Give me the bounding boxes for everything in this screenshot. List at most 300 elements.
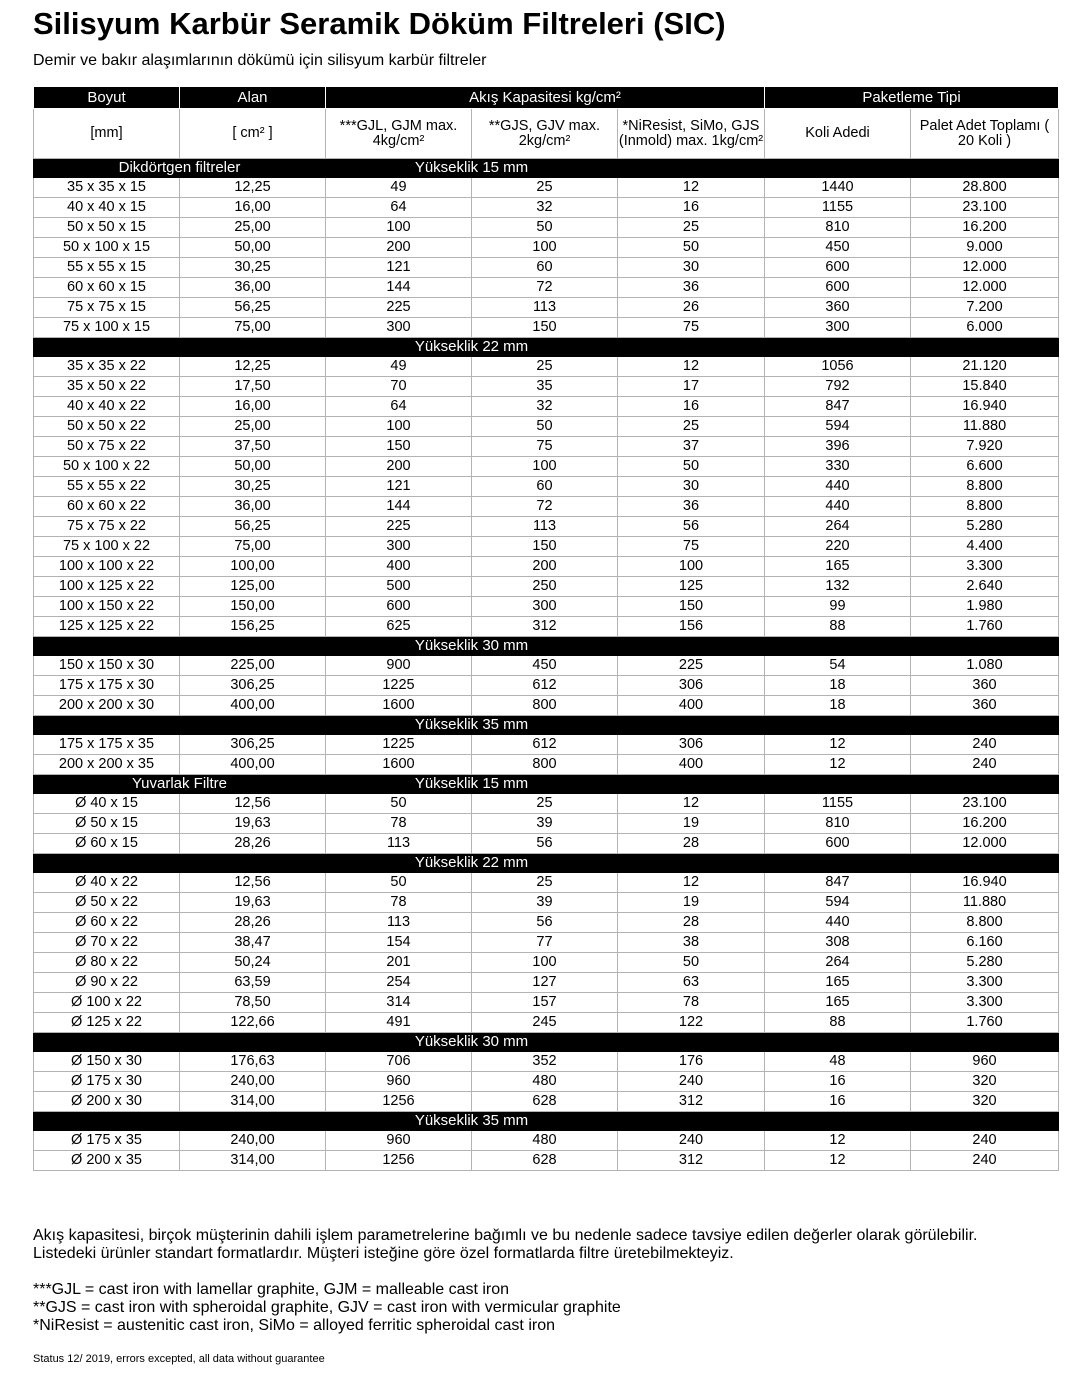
table-cell: 1225 — [326, 676, 472, 696]
table-cell: Ø 90 x 22 — [34, 973, 180, 993]
table-cell: 440 — [765, 477, 911, 497]
table-cell: 64 — [326, 198, 472, 218]
table-cell: 12.000 — [911, 278, 1059, 298]
table-cell: 50,24 — [180, 953, 326, 973]
table-row — [34, 238, 1059, 258]
table-cell: 960 — [326, 1072, 472, 1092]
table-cell: 19 — [618, 893, 765, 913]
table-cell: 15.840 — [911, 377, 1059, 397]
table-cell: 16.200 — [911, 814, 1059, 834]
table-cell: 12 — [765, 1151, 911, 1171]
table-cell: 12.000 — [911, 834, 1059, 854]
table-cell: 11.880 — [911, 893, 1059, 913]
table-cell: 56,25 — [180, 517, 326, 537]
table-cell: Ø 40 x 22 — [34, 873, 180, 893]
table-cell: 121 — [326, 258, 472, 278]
table-cell: 16 — [618, 198, 765, 218]
table-cell: Ø 50 x 15 — [34, 814, 180, 834]
table-cell: 37,50 — [180, 437, 326, 457]
table-cell: 32 — [472, 198, 618, 218]
table-cell: 7.200 — [911, 298, 1059, 318]
table-cell: 960 — [326, 1131, 472, 1151]
section-group-label — [34, 338, 326, 357]
table-cell: 78 — [618, 993, 765, 1013]
table-cell: 360 — [765, 298, 911, 318]
table-cell: 54 — [765, 656, 911, 676]
table-cell: 960 — [911, 1052, 1059, 1072]
table-cell: 55 x 55 x 22 — [34, 477, 180, 497]
section-group-label: Yuvarlak Filtre — [34, 775, 326, 794]
table-cell: 28,26 — [180, 913, 326, 933]
table-cell: 25 — [472, 873, 618, 893]
table-cell: 75 — [618, 318, 765, 338]
table-row — [34, 1131, 1059, 1151]
table-cell: Ø 60 x 15 — [34, 834, 180, 854]
table-cell: 200 — [326, 457, 472, 477]
table-cell: 17 — [618, 377, 765, 397]
table-cell: 70 — [326, 377, 472, 397]
table-cell: 113 — [472, 298, 618, 318]
section-header-row — [34, 1033, 1059, 1052]
table-cell: 35 x 35 x 15 — [34, 178, 180, 198]
header-row-2 — [34, 109, 1059, 159]
table-cell: 9.000 — [911, 238, 1059, 258]
table-cell: 50 — [326, 873, 472, 893]
table-cell: 40 x 40 x 22 — [34, 397, 180, 417]
table-cell: 612 — [472, 735, 618, 755]
table-cell: 1056 — [765, 357, 911, 377]
table-cell: 440 — [765, 497, 911, 517]
table-cell: 100 x 125 x 22 — [34, 577, 180, 597]
section-height-label: Yükseklik 35 mm — [326, 716, 618, 735]
section-height-label: Yükseklik 30 mm — [326, 1033, 618, 1052]
table-cell: 240 — [911, 735, 1059, 755]
table-cell: 240 — [911, 1151, 1059, 1171]
table-cell: 28 — [618, 913, 765, 933]
table-cell: Ø 50 x 22 — [34, 893, 180, 913]
note-line: Akış kapasitesi, birçok müşterinin dahili işlem parametrelerine bağımlı ve bu nedenle sadece tavsiye edilen değerler olarak görülebilir. — [33, 1227, 978, 1244]
table-cell: 132 — [765, 577, 911, 597]
section-header-row — [34, 637, 1059, 656]
table-cell: 38,47 — [180, 933, 326, 953]
table-cell: Ø 70 x 22 — [34, 933, 180, 953]
table-cell: 56 — [472, 913, 618, 933]
table-cell: 25 — [618, 218, 765, 238]
table-cell: 12,25 — [180, 357, 326, 377]
table-cell: 154 — [326, 933, 472, 953]
table-row — [34, 477, 1059, 497]
table-cell: 78 — [326, 814, 472, 834]
table-cell: 63 — [618, 973, 765, 993]
table-cell: 600 — [765, 278, 911, 298]
table-cell: 25,00 — [180, 417, 326, 437]
table-cell: 17,50 — [180, 377, 326, 397]
table-cell: 12 — [618, 178, 765, 198]
table-cell: 150 — [472, 318, 618, 338]
table-cell: 200 — [472, 557, 618, 577]
table-cell: 314,00 — [180, 1151, 326, 1171]
table-cell: 75 — [618, 537, 765, 557]
table-row — [34, 1052, 1059, 1072]
table-cell: 75,00 — [180, 318, 326, 338]
table-cell: 594 — [765, 417, 911, 437]
section-height-label: Yükseklik 22 mm — [326, 338, 618, 357]
table-row — [34, 656, 1059, 676]
table-cell: 121 — [326, 477, 472, 497]
table-row — [34, 178, 1059, 198]
table-cell: 150 — [472, 537, 618, 557]
table-cell: 6.600 — [911, 457, 1059, 477]
table-row — [34, 298, 1059, 318]
section-group-label: Dikdörtgen filtreler — [34, 159, 326, 178]
table-row — [34, 913, 1059, 933]
table-row — [34, 893, 1059, 913]
table-cell: 306 — [618, 676, 765, 696]
table-cell: 175 x 175 x 35 — [34, 735, 180, 755]
table-cell: Ø 200 x 30 — [34, 1092, 180, 1112]
table-cell: 5.280 — [911, 517, 1059, 537]
table-cell: 125 x 125 x 22 — [34, 617, 180, 637]
table-cell: 99 — [765, 597, 911, 617]
table-row — [34, 735, 1059, 755]
table-row — [34, 397, 1059, 417]
table-cell: Ø 175 x 35 — [34, 1131, 180, 1151]
table-cell: 165 — [765, 557, 911, 577]
table-cell: 37 — [618, 437, 765, 457]
table-cell: 1600 — [326, 755, 472, 775]
table-cell: 225,00 — [180, 656, 326, 676]
table-cell: 25 — [472, 794, 618, 814]
table-cell: 240,00 — [180, 1131, 326, 1151]
page-title: Silisyum Karbür Seramik Döküm Filtreleri (SIC) — [33, 6, 726, 41]
table-cell: 19,63 — [180, 814, 326, 834]
table-cell: 35 x 50 x 22 — [34, 377, 180, 397]
status-note: Status 12/ 2019, errors excepted, all data without guarantee — [33, 1353, 325, 1365]
table-cell: 200 x 200 x 30 — [34, 696, 180, 716]
table-cell: 306,25 — [180, 735, 326, 755]
table-cell: 240 — [618, 1131, 765, 1151]
table-row — [34, 933, 1059, 953]
table-cell: 36 — [618, 278, 765, 298]
table-cell: 12 — [618, 873, 765, 893]
table-cell: 100 — [472, 457, 618, 477]
section-height-label: Yükseklik 15 mm — [326, 775, 618, 794]
table-cell: 2.640 — [911, 577, 1059, 597]
table-cell: 50,00 — [180, 457, 326, 477]
table-cell: 800 — [472, 755, 618, 775]
section-filler — [618, 1033, 1059, 1052]
table-cell: 150 x 150 x 30 — [34, 656, 180, 676]
table-cell: 5.280 — [911, 953, 1059, 973]
table-cell: 50 — [472, 218, 618, 238]
table-cell: 19 — [618, 814, 765, 834]
table-cell: 1256 — [326, 1151, 472, 1171]
table-cell: 26 — [618, 298, 765, 318]
table-cell: 312 — [618, 1151, 765, 1171]
table-cell: 35 — [472, 377, 618, 397]
section-header-row — [34, 716, 1059, 735]
table-cell: 75 x 100 x 15 — [34, 318, 180, 338]
table-cell: 113 — [326, 834, 472, 854]
table-cell: 56 — [472, 834, 618, 854]
table-cell: 50 — [618, 457, 765, 477]
table-cell: 77 — [472, 933, 618, 953]
table-cell: Ø 125 x 22 — [34, 1013, 180, 1033]
table-cell: 450 — [765, 238, 911, 258]
table-cell: 75,00 — [180, 537, 326, 557]
table-cell: 36,00 — [180, 497, 326, 517]
table-cell: 1256 — [326, 1092, 472, 1112]
table-cell: 165 — [765, 973, 911, 993]
table-cell: 39 — [472, 814, 618, 834]
table-cell: 23.100 — [911, 794, 1059, 814]
table-cell: 3.300 — [911, 557, 1059, 577]
table-cell: 28.800 — [911, 178, 1059, 198]
table-cell: 25,00 — [180, 218, 326, 238]
table-cell: 12 — [618, 357, 765, 377]
table-cell: 440 — [765, 913, 911, 933]
header-pallet-total: Palet Adet Toplamı ( 20 Koli ) — [911, 109, 1059, 159]
table-cell: 49 — [326, 357, 472, 377]
table-cell: 30,25 — [180, 477, 326, 497]
table-cell: 792 — [765, 377, 911, 397]
table-cell: 88 — [765, 617, 911, 637]
table-cell: 40 x 40 x 15 — [34, 198, 180, 218]
table-cell: 8.800 — [911, 477, 1059, 497]
table-cell: 200 x 200 x 35 — [34, 755, 180, 775]
table-row — [34, 814, 1059, 834]
table-cell: 1.760 — [911, 1013, 1059, 1033]
table-row — [34, 537, 1059, 557]
table-cell: 320 — [911, 1072, 1059, 1092]
table-row — [34, 437, 1059, 457]
table-cell: 50 — [618, 238, 765, 258]
table-cell: 625 — [326, 617, 472, 637]
table-cell: 100,00 — [180, 557, 326, 577]
table-cell: 127 — [472, 973, 618, 993]
table-cell: 100 — [326, 417, 472, 437]
table-row — [34, 258, 1059, 278]
table-cell: 491 — [326, 1013, 472, 1033]
table-cell: 240 — [618, 1072, 765, 1092]
table-cell: Ø 150 x 30 — [34, 1052, 180, 1072]
table-cell: 594 — [765, 893, 911, 913]
table-row — [34, 377, 1059, 397]
table-cell: Ø 40 x 15 — [34, 794, 180, 814]
table-cell: 55 x 55 x 15 — [34, 258, 180, 278]
table-cell: 1.080 — [911, 656, 1059, 676]
table-cell: 200 — [326, 238, 472, 258]
table-row — [34, 1072, 1059, 1092]
table-cell: 500 — [326, 577, 472, 597]
table-cell: Ø 200 x 35 — [34, 1151, 180, 1171]
table-cell: 264 — [765, 517, 911, 537]
table-cell: 48 — [765, 1052, 911, 1072]
table-cell: 19,63 — [180, 893, 326, 913]
table-cell: 800 — [472, 696, 618, 716]
table-cell: 6.160 — [911, 933, 1059, 953]
table-cell: 75 x 75 x 15 — [34, 298, 180, 318]
notes — [33, 1227, 1063, 1335]
table-cell: 100 — [618, 557, 765, 577]
table-row — [34, 993, 1059, 1013]
header-row-1 — [34, 87, 1059, 109]
table-cell: 480 — [472, 1131, 618, 1151]
table-row — [34, 497, 1059, 517]
table-row — [34, 577, 1059, 597]
table-cell: 122,66 — [180, 1013, 326, 1033]
table-cell: 18 — [765, 676, 911, 696]
table-cell: 4.400 — [911, 537, 1059, 557]
section-group-label — [34, 716, 326, 735]
table-cell: 38 — [618, 933, 765, 953]
table-cell: 7.920 — [911, 437, 1059, 457]
table-cell: 25 — [472, 357, 618, 377]
table-cell: 12,56 — [180, 873, 326, 893]
legend-line: *NiResist = austenitic cast iron, SiMo = alloyed ferritic spheroidal cast iron — [33, 1317, 555, 1334]
table-cell: 3.300 — [911, 973, 1059, 993]
table-cell: 300 — [326, 318, 472, 338]
table-cell: 122 — [618, 1013, 765, 1033]
table-cell: 1155 — [765, 198, 911, 218]
table-cell: 360 — [911, 696, 1059, 716]
table-cell: 50 x 100 x 22 — [34, 457, 180, 477]
table-cell: 175 x 175 x 30 — [34, 676, 180, 696]
table-cell: 400 — [326, 557, 472, 577]
table-cell: 157 — [472, 993, 618, 1013]
table-cell: 352 — [472, 1052, 618, 1072]
table-cell: 16,00 — [180, 198, 326, 218]
table-cell: 16 — [765, 1092, 911, 1112]
table-cell: 3.300 — [911, 993, 1059, 1013]
table-cell: 30,25 — [180, 258, 326, 278]
table-cell: 156 — [618, 617, 765, 637]
table-row — [34, 517, 1059, 537]
table-cell: 314 — [326, 993, 472, 1013]
table-cell: 300 — [472, 597, 618, 617]
table-row — [34, 617, 1059, 637]
table-cell: 50 x 100 x 15 — [34, 238, 180, 258]
table-cell: 21.120 — [911, 357, 1059, 377]
table-cell: 12,56 — [180, 794, 326, 814]
table-row — [34, 1151, 1059, 1171]
table-cell: 12 — [765, 735, 911, 755]
table-cell: 706 — [326, 1052, 472, 1072]
table-cell: 49 — [326, 178, 472, 198]
table-cell: 144 — [326, 497, 472, 517]
table-cell: 220 — [765, 537, 911, 557]
table-cell: 125 — [618, 577, 765, 597]
table-row — [34, 834, 1059, 854]
table-cell: 1.760 — [911, 617, 1059, 637]
table-cell: 250 — [472, 577, 618, 597]
table-cell: 30 — [618, 477, 765, 497]
table-cell: 50 x 50 x 22 — [34, 417, 180, 437]
table-cell: 600 — [326, 597, 472, 617]
table-cell: 847 — [765, 397, 911, 417]
table-cell: Ø 100 x 22 — [34, 993, 180, 1013]
legend-line: ***GJL = cast iron with lamellar graphite, GJM = malleable cast iron — [33, 1281, 510, 1298]
table-cell: 400 — [618, 755, 765, 775]
table-row — [34, 1013, 1059, 1033]
table-cell: 50 — [472, 417, 618, 437]
table-cell: 78 — [326, 893, 472, 913]
page-subtitle: Demir ve bakır alaşımlarının dökümü için silisyum karbür filtreler — [33, 52, 487, 69]
table-cell: 63,59 — [180, 973, 326, 993]
note-line: Listedeki ürünler standart formatlardır. Müşteri isteğine göre özel formatlarda filtre üretebilmekteyiz. — [33, 1245, 734, 1262]
table-row — [34, 953, 1059, 973]
table-row — [34, 873, 1059, 893]
table-row — [34, 794, 1059, 814]
table-cell: 50 x 50 x 15 — [34, 218, 180, 238]
table-cell: 306 — [618, 735, 765, 755]
table-cell: 254 — [326, 973, 472, 993]
section-filler — [618, 854, 1059, 873]
table-cell: 36 — [618, 497, 765, 517]
table-row — [34, 457, 1059, 477]
table-cell: 125,00 — [180, 577, 326, 597]
table-cell: 16.200 — [911, 218, 1059, 238]
table-cell: 628 — [472, 1151, 618, 1171]
table-cell: 225 — [618, 656, 765, 676]
table-cell: 1440 — [765, 178, 911, 198]
table-cell: 16.940 — [911, 397, 1059, 417]
table-cell: 75 x 75 x 22 — [34, 517, 180, 537]
table-cell: 314,00 — [180, 1092, 326, 1112]
table-cell: 12 — [618, 794, 765, 814]
table-cell: 35 x 35 x 22 — [34, 357, 180, 377]
table-cell: 450 — [472, 656, 618, 676]
table-row — [34, 278, 1059, 298]
table-cell: 113 — [472, 517, 618, 537]
table-cell: 600 — [765, 834, 911, 854]
table-cell: Ø 175 x 30 — [34, 1072, 180, 1092]
table-cell: 480 — [472, 1072, 618, 1092]
table-row — [34, 218, 1059, 238]
table-cell: 72 — [472, 497, 618, 517]
table-cell: 16 — [765, 1072, 911, 1092]
table-cell: 225 — [326, 298, 472, 318]
section-height-label: Yükseklik 15 mm — [326, 159, 618, 178]
table-cell: 312 — [618, 1092, 765, 1112]
table-cell: 100 x 150 x 22 — [34, 597, 180, 617]
table-cell: 396 — [765, 437, 911, 457]
table-cell: 23.100 — [911, 198, 1059, 218]
table-cell: 100 — [472, 953, 618, 973]
header-size: Boyut — [34, 87, 180, 109]
table-cell: 300 — [326, 537, 472, 557]
section-group-label — [34, 637, 326, 656]
header-gjl-gjm: ***GJL, GJM max. 4kg/cm² — [326, 109, 472, 159]
table-cell: 75 — [472, 437, 618, 457]
table-cell: 150,00 — [180, 597, 326, 617]
table-cell: 100 — [472, 238, 618, 258]
section-filler — [618, 637, 1059, 656]
table-row — [34, 597, 1059, 617]
table-row — [34, 318, 1059, 338]
table-cell: 150 — [326, 437, 472, 457]
header-gjs-gjv: **GJS, GJV max. 2kg/cm² — [472, 109, 618, 159]
table-cell: 12 — [765, 1131, 911, 1151]
table-row — [34, 557, 1059, 577]
section-group-label — [34, 1033, 326, 1052]
table-cell: 400,00 — [180, 755, 326, 775]
table-cell: 176,63 — [180, 1052, 326, 1072]
section-header-row — [34, 854, 1059, 873]
table-cell: 300 — [765, 318, 911, 338]
table-cell: 1155 — [765, 794, 911, 814]
table-cell: 201 — [326, 953, 472, 973]
